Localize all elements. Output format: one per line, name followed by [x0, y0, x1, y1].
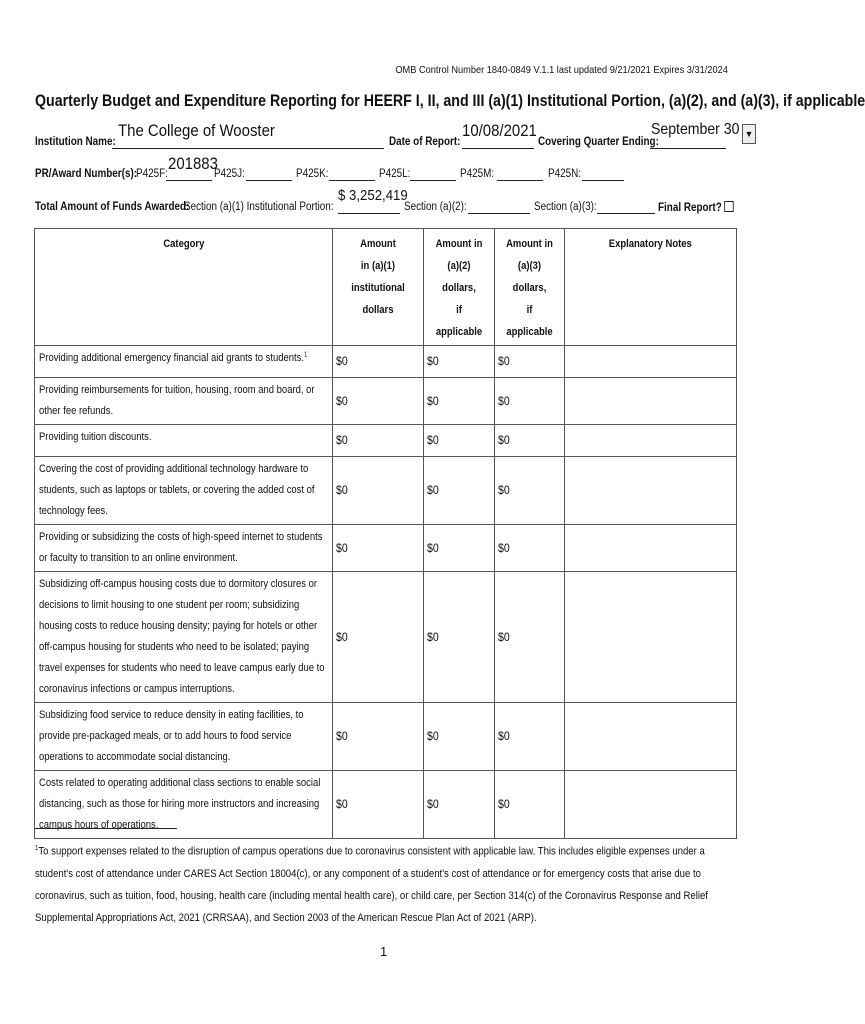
- section-a3-field[interactable]: [597, 213, 655, 214]
- date-label: Date of Report:: [389, 136, 461, 148]
- date-underline: [462, 148, 534, 149]
- amount-a3-cell[interactable]: $0: [495, 425, 565, 457]
- p425l-label: P425L:: [379, 168, 411, 180]
- table-row: [35, 703, 737, 771]
- notes-cell[interactable]: [565, 378, 737, 425]
- amount-a1-cell[interactable]: $0: [333, 378, 424, 425]
- p425f-label: P425F:: [136, 168, 168, 180]
- amount-a2-cell[interactable]: $0: [424, 525, 495, 572]
- quarter-underline: [650, 148, 726, 149]
- category-cell: Providing or subsidizing the costs of high-speed internet to students or faculty to transition to an online environment.: [35, 525, 333, 572]
- category-cell: Covering the cost of providing additional technology hardware to students, such as laptops or tablets, or covering the added cost of technology fees.: [35, 457, 333, 525]
- p425f-field[interactable]: 201883: [168, 154, 218, 173]
- amount-a2-cell[interactable]: $0: [424, 378, 495, 425]
- amount-a1-cell[interactable]: $0: [333, 525, 424, 572]
- table-row: [35, 346, 737, 378]
- amount-a2-cell[interactable]: $0: [424, 771, 495, 839]
- p425f-underline: [166, 180, 212, 181]
- header-explanatory-notes: Explanatory Notes: [565, 229, 737, 346]
- amount-a1-cell[interactable]: $0: [333, 572, 424, 703]
- amount-a1-cell[interactable]: $0: [333, 771, 424, 839]
- category-cell: Subsidizing off-campus housing costs due to dormitory closures or decisions to limit housing to one student per room; subsidizing housing costs to reduce housing density; paying for hotels or other off-campus housing for students who need to be isolated; paying travel expenses for students who need to leave campus early due to coronavirus infections or campus interruptions.: [35, 572, 333, 703]
- amount-a1-cell[interactable]: $0: [333, 457, 424, 525]
- amount-a2-cell[interactable]: $0: [424, 346, 495, 378]
- section-a1-label: Section (a)(1) Institutional Portion:: [184, 201, 334, 213]
- institution-underline: [112, 148, 384, 149]
- category-cell: Costs related to operating additional class sections to enable social distancing, such as those for hiring more instructors and increasing campus hours of operations.: [35, 771, 333, 839]
- quarter-dropdown-button[interactable]: [742, 124, 756, 144]
- omb-control-number: OMB Control Number 1840-0849 V.1.1 last updated 9/21/2021 Expires 3/31/2024: [395, 64, 728, 76]
- header-category: Category: [35, 229, 333, 346]
- quarter-label: Covering Quarter Ending:: [538, 136, 659, 148]
- page-number: 1: [380, 944, 388, 959]
- amount-a1-cell[interactable]: $0: [333, 703, 424, 771]
- section-a2-field[interactable]: [468, 213, 530, 214]
- header-amount-a3: Amount in (a)(3) dollars, if applicable: [495, 229, 565, 346]
- covering-quarter-field[interactable]: September 30: [651, 121, 740, 138]
- amount-a1-cell[interactable]: $0: [333, 425, 424, 457]
- amount-a3-cell[interactable]: $0: [495, 457, 565, 525]
- amount-a2-cell[interactable]: $0: [424, 425, 495, 457]
- amount-a3-cell[interactable]: $0: [495, 346, 565, 378]
- table-row: [35, 525, 737, 572]
- section-a3-label: Section (a)(3):: [534, 201, 597, 213]
- header-amount-a2: Amount in (a)(2) dollars, if applicable: [424, 229, 495, 346]
- category-cell: Providing reimbursements for tuition, housing, room and board, or other fee refunds.: [35, 378, 333, 425]
- institution-name-field[interactable]: The College of Wooster: [118, 121, 275, 140]
- amount-a2-cell[interactable]: $0: [424, 703, 495, 771]
- section-a1-field[interactable]: $ 3,252,419: [338, 187, 408, 204]
- amount-a3-cell[interactable]: $0: [495, 703, 565, 771]
- final-report-label: Final Report?: [658, 201, 734, 214]
- amount-a2-cell[interactable]: $0: [424, 457, 495, 525]
- amount-a3-cell[interactable]: $0: [495, 572, 565, 703]
- header-amount-a1: Amount in (a)(1) institutional dollars: [333, 229, 424, 346]
- amount-a1-cell[interactable]: $0: [333, 346, 424, 378]
- notes-cell[interactable]: [565, 525, 737, 572]
- notes-cell[interactable]: [565, 346, 737, 378]
- table-row: [35, 378, 737, 425]
- table-row: [35, 457, 737, 525]
- page-title: Quarterly Budget and Expenditure Reporting for HEERF I, II, and III (a)(1) Institutional Portion, (a)(2), and (a)(3), if applicable: [35, 92, 865, 110]
- final-report-checkbox[interactable]: [724, 201, 733, 212]
- p425k-field[interactable]: [329, 180, 375, 181]
- notes-cell[interactable]: [565, 457, 737, 525]
- date-of-report-field[interactable]: 10/08/2021: [462, 121, 537, 140]
- category-cell: Providing additional emergency financial aid grants to students.$^1$: [35, 346, 333, 378]
- p425j-field[interactable]: [246, 180, 292, 181]
- notes-cell[interactable]: [565, 425, 737, 457]
- section-a2-label: Section (a)(2):: [404, 201, 467, 213]
- amount-a3-cell[interactable]: $0: [495, 525, 565, 572]
- institution-label: Institution Name:: [35, 136, 116, 148]
- notes-cell[interactable]: [565, 572, 737, 703]
- p425n-field[interactable]: [582, 180, 624, 181]
- p425n-label: P425N:: [548, 168, 581, 180]
- total-funds-label: Total Amount of Funds Awarded:: [35, 201, 190, 213]
- p425j-label: P425J:: [214, 168, 245, 180]
- notes-cell[interactable]: [565, 703, 737, 771]
- table-row: [35, 572, 737, 703]
- p425m-field[interactable]: [497, 180, 543, 181]
- notes-cell[interactable]: [565, 771, 737, 839]
- category-cell: Providing tuition discounts.: [35, 425, 333, 457]
- section-a1-underline: [338, 213, 400, 214]
- pr-award-label: PR/Award Number(s):: [35, 168, 138, 180]
- category-cell: Subsidizing food service to reduce density in eating facilities, to provide pre-packaged meals, or to add hours to food service operations to accommodate social distancing.: [35, 703, 333, 771]
- amount-a3-cell[interactable]: $0: [495, 771, 565, 839]
- p425l-field[interactable]: [410, 180, 456, 181]
- triangle-down-icon: ▼: [744, 129, 754, 139]
- expenditure-table: [34, 228, 737, 839]
- footnote-divider: [35, 828, 177, 829]
- amount-a2-cell[interactable]: $0: [424, 572, 495, 703]
- p425m-label: P425M:: [460, 168, 495, 180]
- table-header-row: [35, 229, 737, 346]
- amount-a3-cell[interactable]: $0: [495, 378, 565, 425]
- table-row: [35, 425, 737, 457]
- p425k-label: P425K:: [296, 168, 329, 180]
- footnote: $^1$To support expenses related to the disruption of campus operations due to coronavirus consistent with applicable law. This includes eligible expenses under a student's cost of attendance under CARES Act Section 18004(c), or any component of a student's cost of attendance or for emergency costs that arise due to coronavirus, such as tuition, food, housing, health care (including mental health care), or child care, per Section 314(c) of the Coronavirus Response and Relief Supplemental Appropriations Act, 2021 (CRRSAA), and Section 2003 of the American Rescue Plan Act of 2021 (ARP).: [35, 845, 708, 924]
